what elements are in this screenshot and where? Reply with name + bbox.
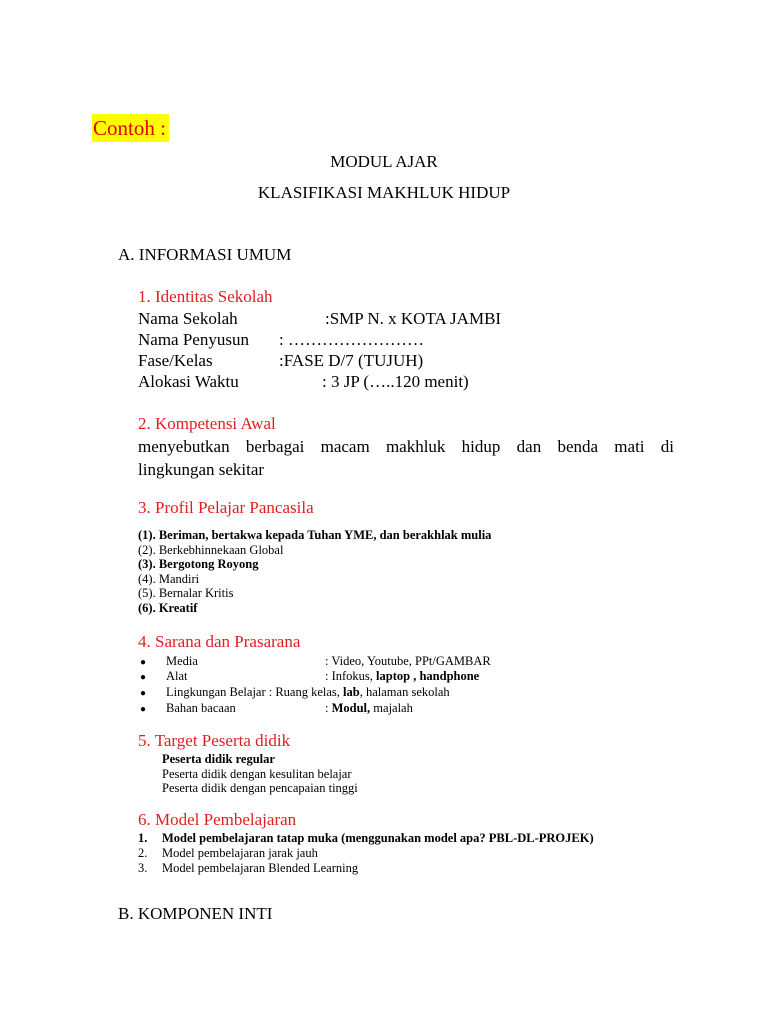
kompetensi-heading: 2. Kompetensi Awal: [138, 414, 276, 433]
target-item: Peserta didik dengan pencapaian tinggi: [162, 781, 358, 795]
row-label: Nama Penyusun: [138, 330, 249, 349]
profil-item: (3). Bergotong Royong: [138, 557, 259, 571]
sarana-heading: 4. Sarana dan Prasarana: [138, 632, 301, 651]
bullet-icon: ●: [140, 704, 147, 715]
model-item: Model pembelajaran tatap muka (menggunakan model apa? PBL-DL-PROJEK): [162, 831, 594, 845]
target-item: Peserta didik regular: [162, 752, 275, 766]
target-item: Peserta didik dengan kesulitan belajar: [162, 767, 352, 781]
sarana-value: : Modul, majalah: [325, 701, 413, 715]
paragraph-line: menyebutkan berbagai macam makhluk hidup dan benda mati di: [138, 437, 674, 456]
section-b-heading: B. KOMPONEN INTI: [118, 904, 273, 923]
profil-heading: 3. Profil Pelajar Pancasila: [138, 498, 314, 517]
profil-item: (6). Kreatif: [138, 601, 198, 615]
bullet-icon: ●: [140, 657, 147, 668]
doc-title: MODUL AJAR: [330, 152, 438, 171]
row-label: Alokasi Waktu: [138, 372, 239, 391]
sarana-value: : Video, Youtube, PPt/GAMBAR: [325, 654, 491, 668]
kompetensi-paragraph: [138, 435, 674, 481]
sarana-row: Lingkungan Belajar : Ruang kelas, lab, halaman sekolah: [166, 685, 450, 699]
row-label: Fase/Kelas: [138, 351, 213, 370]
model-num: 3.: [138, 861, 148, 875]
profil-item: (1). Beriman, bertakwa kepada Tuhan YME, dan berakhlak mulia: [138, 528, 492, 542]
sarana-value: : Infokus, laptop , handphone: [325, 669, 480, 683]
bullet-icon: ●: [140, 672, 147, 683]
section-a-heading: A. INFORMASI UMUM: [118, 245, 292, 264]
row-value: :FASE D/7 (TUJUH): [279, 351, 424, 370]
target-heading: 5. Target Peserta didik: [138, 731, 291, 750]
row-value: : ……………………: [279, 330, 424, 349]
row-value: : 3 JP (…..120 menit): [322, 372, 469, 391]
model-item: Model pembelajaran Blended Learning: [162, 861, 359, 875]
sarana-label: Media: [166, 654, 198, 668]
model-heading: 6. Model Pembelajaran: [138, 810, 297, 829]
sarana-label: Bahan bacaan: [166, 701, 236, 715]
identitas-heading: 1. Identitas Sekolah: [138, 287, 273, 306]
paragraph-line: lingkungan sekitar: [138, 460, 265, 479]
doc-subtitle: KLASIFIKASI MAKHLUK HIDUP: [257, 183, 511, 202]
profil-item: (5). Bernalar Kritis: [138, 586, 234, 600]
bullet-icon: ●: [140, 688, 147, 699]
example-label: Contoh :: [92, 114, 169, 142]
profil-item: (2). Berkebhinnekaan Global: [138, 543, 284, 557]
model-item: Model pembelajaran jarak jauh: [162, 846, 318, 860]
profil-item: (4). Mandiri: [138, 572, 200, 586]
model-num: 1.: [138, 831, 148, 845]
sarana-label: Alat: [166, 669, 188, 683]
row-label: Nama Sekolah: [138, 309, 238, 328]
model-num: 2.: [138, 846, 148, 860]
row-value: :SMP N. x KOTA JAMBI: [325, 309, 502, 328]
